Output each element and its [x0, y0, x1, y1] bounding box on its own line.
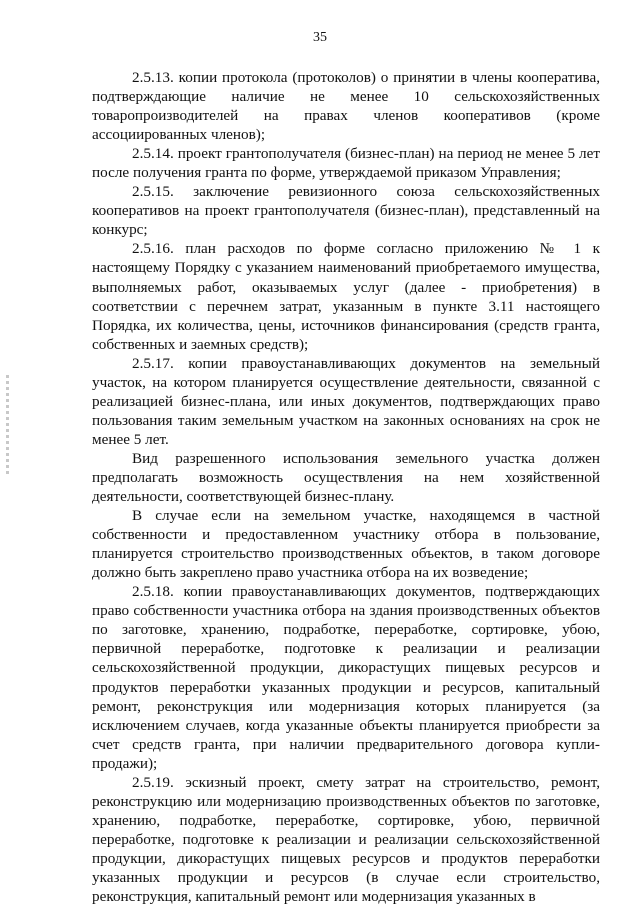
paragraph-2-5-15: 2.5.15. заключение ревизионного союза сельскохозяйственных кооперативов на проект грантополучателя (бизнес-план), представленный на конкурс; [92, 183, 600, 239]
paragraph-2-5-19: 2.5.19. эскизный проект, смету затрат на строительство, ремонт, реконструкцию или модернизацию производственных объектов по заготовке, хранению, подработке, переработке, сортировке, убою, первичной переработке, подготовке к реализации и реализации сельскохозяйственной продукции, дикорастущих пищевых ресурсов и продуктов переработки указанных продукции и ресурсов (в случае если строительство, реконструкция, капитальный ремонт или модернизация указанных в [92, 773, 600, 906]
paragraph-land-use: Вид разрешенного использования земельного участка должен предполагать возможность осуществления на нем хозяйственной деятельности, соответствующей бизнес-плану. [92, 449, 600, 506]
paragraph-2-5-16: 2.5.16. план расходов по форме согласно приложению № 1 к настоящему Порядку с указанием наименований приобретаемого имущества, выполняемых работ, оказываемых услуг (далее - приобретения) в соответствии с перечнем затрат, указанным в пункте 3.11 настоящего Порядка, их количества, цены, источников финансирования (средств гранта, собственных и заемных средств); [92, 240, 600, 353]
document-body [92, 68, 600, 906]
paragraph-2-5-13: 2.5.13. копии протокола (протоколов) о принятии в члены кооператива, подтверждающие наличие не менее 10 сельскохозяйственных товаропроизводителей на правах членов кооперативов (кроме ассоциированных членов); [92, 69, 600, 144]
paragraph-private-land: В случае если на земельном участке, находящемся в частной собственности и предоставленном участнику отбора в пользование, планируется строительство производственных объектов, в таком договоре должно быть закреплено право участника отбора на их возведение; [92, 507, 600, 582]
page-number: 35 [313, 30, 327, 45]
paragraph-2-5-14: 2.5.14. проект грантополучателя (бизнес-план) на период не менее 5 лет после получения гранта по форме, утверждаемой приказом Управления; [92, 145, 600, 182]
paragraph-2-5-17: 2.5.17. копии правоустанавливающих документов на земельный участок, на котором планируется осуществление деятельности, связанной с реализацией бизнес-плана, или иных документов, подтверждающих право пользования таким земельным участком на законных основаниях на срок не менее 5 лет. [92, 354, 600, 448]
margin-scan-mark [6, 375, 9, 475]
paragraph-2-5-18: 2.5.18. копии правоустанавливающих документов, подтверждающих право собственности участника отбора на здания производственных объектов по заготовке, хранению, подработке, переработке, сортировке, убою, первичной переработке, подготовке к реализации и реализации сельскохозяйственной продукции, дикорастущих пищевых ресурсов и продуктов переработки указанных продукции и ресурсов, капитальный ремонт, реконструкция или модернизация которых планируется (за исключением случаев, когда указанные объекты планируется приобрести за счет средств гранта, при наличии предварительного договора купли-продажи); [92, 583, 600, 772]
